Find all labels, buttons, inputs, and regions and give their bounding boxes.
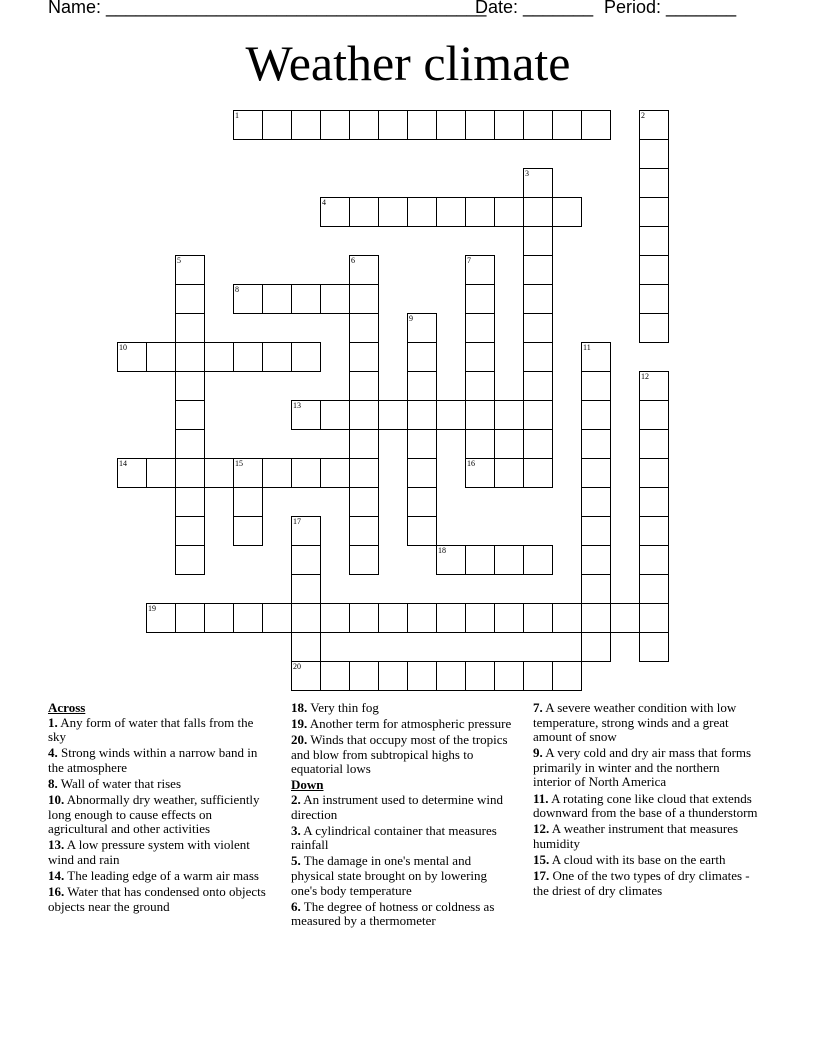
grid-cell[interactable] [175,458,205,488]
grid-cell[interactable] [407,400,437,430]
name-field[interactable]: Name: ______________________________________ [48,0,487,17]
grid-cell[interactable] [349,313,379,343]
grid-cell[interactable] [175,255,205,285]
grid-cell[interactable] [320,197,350,227]
grid-cell[interactable] [407,603,437,633]
grid-cell[interactable] [639,226,669,256]
grid-cell[interactable] [291,545,321,575]
grid-cell[interactable] [407,487,437,517]
grid-cell[interactable] [233,603,263,633]
grid-cell[interactable] [494,545,524,575]
grid-cell[interactable] [291,603,321,633]
grid-cell[interactable] [262,342,292,372]
grid-cell[interactable] [639,545,669,575]
grid-cell[interactable] [291,110,321,140]
clue-number: 13 [293,401,301,410]
grid-cell[interactable] [407,516,437,546]
grid-cell[interactable] [320,603,350,633]
down-heading: Down [291,777,324,793]
grid-cell[interactable] [581,603,611,633]
grid-cell[interactable] [349,545,379,575]
grid-cell[interactable] [523,197,553,227]
grid-cell[interactable] [233,110,263,140]
grid-cell[interactable] [233,342,263,372]
grid-cell[interactable] [523,661,553,691]
grid-cell[interactable] [146,458,176,488]
grid-cell[interactable] [581,342,611,372]
grid-cell[interactable] [639,110,669,140]
grid-cell[interactable] [639,284,669,314]
clue-across-1: 1. Any form of water that falls from the sky [48,714,254,745]
grid-cell[interactable] [349,255,379,285]
grid-cell[interactable] [175,545,205,575]
grid-cell[interactable] [349,197,379,227]
grid-cell[interactable] [639,603,669,633]
grid-cell[interactable] [465,458,495,488]
grid-cell[interactable] [465,545,495,575]
grid-cell[interactable] [523,545,553,575]
grid-cell[interactable] [407,458,437,488]
grid-cell[interactable] [465,313,495,343]
grid-cell[interactable] [175,429,205,459]
clue-number: 3 [525,169,529,178]
clue-down-11: 11. A rotating cone like cloud that extends downward from the base of a thunderstorm [533,790,758,821]
grid-cell[interactable] [465,197,495,227]
grid-cell[interactable] [436,603,466,633]
grid-cell[interactable] [262,284,292,314]
grid-cell[interactable] [581,487,611,517]
grid-cell[interactable] [117,458,147,488]
clue-number: 17 [293,517,301,526]
grid-cell[interactable] [349,284,379,314]
clue-down-2: 2. An instrument used to determine wind direction [291,792,503,822]
grid-cell[interactable] [291,400,321,430]
grid-cell[interactable] [639,516,669,546]
grid-cell[interactable] [233,487,263,517]
grid-cell[interactable] [523,110,553,140]
grid-cell[interactable] [233,458,263,488]
grid-cell[interactable] [378,603,408,633]
clue-number: 19 [148,604,156,613]
grid-cell[interactable] [349,371,379,401]
clue-number: 9 [409,314,413,323]
grid-cell[interactable] [291,342,321,372]
grid-cell[interactable] [465,429,495,459]
clue-across-10: 10. Abnormally dry weather, sufficiently long enough to cause effects on agricultural and other activities [48,792,260,837]
grid-cell[interactable] [552,110,582,140]
grid-cell[interactable] [320,110,350,140]
grid-cell[interactable] [291,661,321,691]
grid-cell[interactable] [494,110,524,140]
clue-across-16: 16. Water that has condensed onto objects objects near the ground [48,884,266,914]
grid-cell[interactable] [436,197,466,227]
clue-across-14: 14. The leading edge of a warm air mass [48,868,259,884]
clue-across-20: 20. Winds that occupy most of the tropics and blow from subtropical highs to equatorial lows [291,732,508,777]
grid-cell[interactable] [349,661,379,691]
grid-cell[interactable] [610,603,640,633]
grid-cell[interactable] [291,284,321,314]
grid-cell[interactable] [639,632,669,662]
grid-cell[interactable] [175,487,205,517]
grid-cell[interactable] [523,313,553,343]
grid-cell[interactable] [175,342,205,372]
grid-cell[interactable] [378,110,408,140]
grid-cell[interactable] [175,400,205,430]
grid-cell[interactable] [407,429,437,459]
clue-number: 12 [641,372,649,381]
grid-cell[interactable] [639,429,669,459]
grid-cell[interactable] [523,429,553,459]
grid-cell[interactable] [349,458,379,488]
grid-cell[interactable] [407,313,437,343]
grid-cell[interactable] [523,255,553,285]
grid-cell[interactable] [581,429,611,459]
grid-cell[interactable] [523,168,553,198]
clue-number: 14 [119,459,127,468]
clue-across-18: 18. Very thin fog [291,700,379,715]
grid-cell[interactable] [204,603,234,633]
clue-number: 5 [177,256,181,265]
clue-across-4: 4. Strong winds within a narrow band in the atmosphere [48,745,258,775]
grid-cell[interactable] [523,284,553,314]
grid-cell[interactable] [581,632,611,662]
grid-cell[interactable] [407,110,437,140]
grid-cell[interactable] [378,661,408,691]
period-field[interactable]: Period: _______ [604,0,737,17]
grid-cell[interactable] [262,603,292,633]
grid-cell[interactable] [465,661,495,691]
grid-cell[interactable] [494,400,524,430]
grid-cell[interactable] [349,110,379,140]
grid-cell[interactable] [349,400,379,430]
grid-cell[interactable] [465,284,495,314]
grid-cell[interactable] [581,371,611,401]
clue-down-9: 9. A very cold and dry air mass that forms primarily in winter and the northern interior of North America [533,745,752,790]
date-field[interactable]: Date: _______ [475,0,594,17]
grid-cell[interactable] [378,400,408,430]
clue-number: 10 [119,343,127,352]
grid-cell[interactable] [639,168,669,198]
grid-cell[interactable] [465,342,495,372]
grid-cell[interactable] [204,458,234,488]
grid-cell[interactable] [465,400,495,430]
grid-cell[interactable] [436,400,466,430]
clue-across-19: 19. Another term for atmospheric pressure [291,716,512,732]
clue-number: 8 [235,285,239,294]
grid-cell[interactable] [581,545,611,575]
grid-cell[interactable] [291,632,321,662]
grid-cell[interactable] [204,342,234,372]
clue-number: 20 [293,662,301,671]
across-heading: Across [48,700,86,715]
grid-cell[interactable] [262,110,292,140]
grid-cell[interactable] [233,516,263,546]
grid-cell[interactable] [175,313,205,343]
clue-number: 11 [583,343,591,352]
grid-cell[interactable] [552,603,582,633]
grid-cell[interactable] [465,110,495,140]
clue-number: 4 [322,198,326,207]
grid-cell[interactable] [320,458,350,488]
grid-cell[interactable] [349,429,379,459]
clue-down-15: 15. A cloud with its base on the earth [533,851,726,867]
grid-cell[interactable] [494,197,524,227]
clue-down-7: 7. A severe weather condition with low temperature, strong winds and a great amount of snow [533,700,737,745]
clue-down-6: 6. The degree of hotness or coldness as measured by a thermometer [291,898,495,929]
grid-cell[interactable] [639,458,669,488]
grid-cell[interactable] [523,603,553,633]
grid-cell[interactable] [320,400,350,430]
grid-cell[interactable] [581,110,611,140]
grid-cell[interactable] [639,197,669,227]
worksheet-header [48,0,808,21]
clue-across-8: 8. Wall of water that rises [48,775,182,791]
grid-cell[interactable] [639,487,669,517]
grid-cell[interactable] [523,371,553,401]
grid-cell[interactable] [146,342,176,372]
grid-cell[interactable] [407,197,437,227]
clues-column-3 [533,701,758,900]
grid-cell[interactable] [639,371,669,401]
grid-cell[interactable] [291,516,321,546]
grid-cell[interactable] [465,371,495,401]
grid-cell[interactable] [436,545,466,575]
clue-number: 2 [641,111,645,120]
grid-cell[interactable] [639,313,669,343]
grid-cell[interactable] [407,342,437,372]
clue-number: 16 [467,459,475,468]
grid-cell[interactable] [175,516,205,546]
clue-number: 15 [235,459,243,468]
grid-cell[interactable] [291,458,321,488]
grid-cell[interactable] [581,516,611,546]
grid-cell[interactable] [349,487,379,517]
grid-cell[interactable] [523,458,553,488]
clue-number: 7 [467,256,471,265]
grid-cell[interactable] [581,458,611,488]
clue-across-13: 13. A low pressure system with violent wind and rain [48,837,250,867]
grid-cell[interactable] [639,255,669,285]
grid-cell[interactable] [494,458,524,488]
grid-cell[interactable] [349,342,379,372]
grid-cell[interactable] [378,197,408,227]
grid-cell[interactable] [146,603,176,633]
clue-down-5: 5. The damage in one's mental and physical state brought on by lowering one's body temperature [291,853,488,898]
grid-cell[interactable] [436,661,466,691]
grid-cell[interactable] [523,342,553,372]
grid-cell[interactable] [175,284,205,314]
grid-cell[interactable] [175,603,205,633]
clues-column-1 [48,701,268,916]
clue-down-3: 3. A cylindrical container that measures rainfall [291,822,497,853]
grid-cell[interactable] [320,661,350,691]
grid-cell[interactable] [117,342,147,372]
grid-cell[interactable] [465,255,495,285]
clue-number: 18 [438,546,446,555]
grid-cell[interactable] [639,400,669,430]
grid-cell[interactable] [494,661,524,691]
grid-cell[interactable] [523,400,553,430]
grid-cell[interactable] [581,400,611,430]
grid-cell[interactable] [349,603,379,633]
grid-cell[interactable] [407,661,437,691]
grid-cell[interactable] [262,458,292,488]
grid-cell[interactable] [465,603,495,633]
grid-cell[interactable] [291,574,321,604]
grid-cell[interactable] [233,284,263,314]
grid-cell[interactable] [523,226,553,256]
grid-cell[interactable] [175,371,205,401]
grid-cell[interactable] [639,574,669,604]
grid-cell[interactable] [494,603,524,633]
clues-column-2 [291,701,516,930]
grid-cell[interactable] [320,284,350,314]
grid-cell[interactable] [407,371,437,401]
grid-cell[interactable] [552,197,582,227]
clue-number: 1 [235,111,239,120]
grid-cell[interactable] [436,110,466,140]
clue-number: 6 [351,256,355,265]
puzzle-title: Weather climate [245,35,571,91]
clue-down-17: 17. One of the two types of dry climates - the driest of dry climates [533,868,750,898]
grid-cell[interactable] [552,661,582,691]
grid-cell[interactable] [581,574,611,604]
grid-cell[interactable] [349,516,379,546]
grid-cell[interactable] [639,139,669,169]
clue-down-12: 12. A weather instrument that measures humidity [533,821,739,851]
